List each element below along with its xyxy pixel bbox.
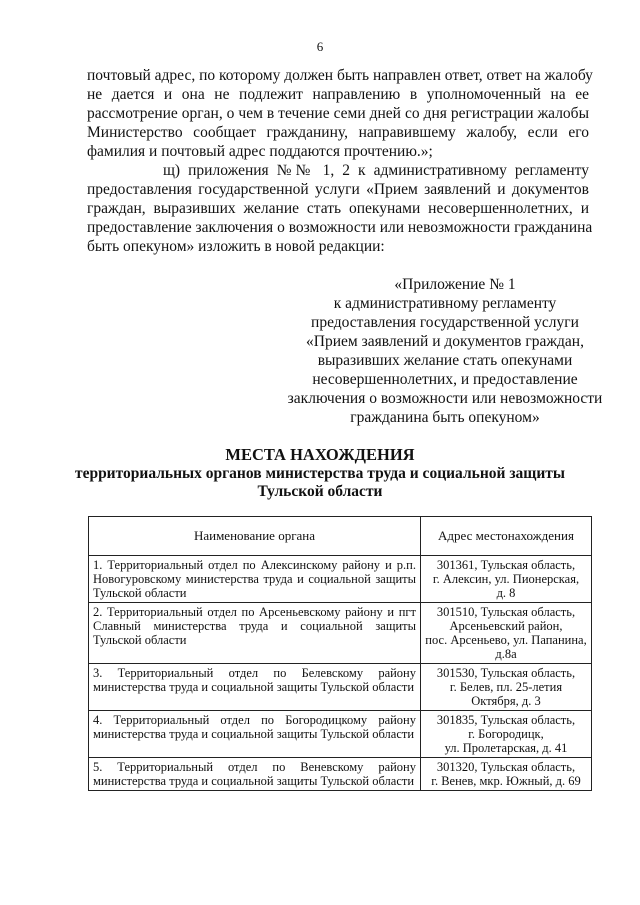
table-row [89,758,592,791]
address-line: г. Алексин, ул. Пионерская, [432,572,580,586]
office-address [421,758,592,791]
top-paragraph [87,66,593,161]
annex-line: выразивших желание стать опекунами [317,352,573,369]
annex-line: несовершеннолетних, и предоставление [312,371,578,388]
office-address [421,603,592,664]
address-line: д. 8 [496,586,516,600]
annex-header [270,275,620,427]
annex-line: «Прием заявлений и документов граждан, [306,333,584,350]
office-name: 4. Территориальный отдел по Богородицкому району министерства труда и социальной защиты Тульской области [89,711,421,758]
page-number: 6 [316,39,324,54]
annex-line: гражданина быть опекуном» [350,409,540,426]
address-line: 301320, Тульская область, [436,760,576,774]
office-address [421,711,592,758]
office-name: 1. Территориальный отдел по Алексинскому району и р.п. Новогуровскому министерства труда и социальной защиты Тульской области [89,556,421,603]
paragraph-line: почтовый адрес, по которому должен быть направлен ответ, ответ на жалобу [87,67,593,84]
table-row [89,711,592,758]
section-title [0,445,640,501]
office-address [421,664,592,711]
annex-line: к административному регламенту [333,295,557,312]
annex-line: «Приложение № 1 [394,276,516,293]
paragraph-line: предоставления государственной услуги «Прием заявлений и документов [87,181,589,198]
address-line: г. Белев, пл. 25-летия [449,680,563,694]
paragraph-line: предоставление заключения о возможности или невозможности гражданина [87,219,593,236]
address-line: 301835, Тульская область, [436,713,576,727]
paragraph-line: рассмотрение орган, о чем в течение семи дней со дня регистрации жалобы [87,105,589,122]
address-line: Октября, д. 3 [471,694,541,708]
offices-table [88,516,592,791]
table-row [89,603,592,664]
address-line: 301510, Тульская область, [436,605,576,619]
table-row [89,664,592,711]
title-line-1: МЕСТА НАХОЖДЕНИЯ [225,445,415,464]
annex-line: предоставления государственной услуги [311,314,579,331]
column-header-name: Наименование органа [89,517,421,556]
paragraph-line: не дается и она не подлежит направлению в уполномоченный на ее [87,86,589,103]
paragraph-line: щ) приложения №№ 1, 2 к административному регламенту [163,162,589,179]
paragraph-line: фамилия и почтовый адрес поддаются прочтению.»; [87,143,433,160]
address-line: д.8а [495,647,517,661]
column-header-address: Адрес местонахождения [421,517,592,556]
amendment-paragraph [87,161,593,256]
address-line: г. Богородицк, [468,727,544,741]
annex-line: заключения о возможности или невозможности [287,390,603,407]
table-header-row [89,517,592,556]
address-line: пос. Арсеньево, ул. Папанина, [425,633,587,647]
paragraph-line: граждан, выразивших желание стать опекунами несовершеннолетних, и [87,200,589,217]
office-name: 2. Территориальный отдел по Арсеньевскому району и пгт Славный министерства труда и социальной защиты Тульской области [89,603,421,664]
table-row [89,556,592,603]
office-name: 3. Территориальный отдел по Белевскому району министерства труда и социальной защиты Тульской области [89,664,421,711]
address-line: Арсеньевский район, [449,619,563,633]
address-line: 301361, Тульская область, [436,558,576,572]
paragraph-line: быть опекуном» изложить в новой редакции: [87,238,385,255]
office-name: 5. Территориальный отдел по Веневскому району министерства труда и социальной защиты Тульской области [89,758,421,791]
title-line-2: территориальных органов министерства труда и социальной защиты [74,465,566,482]
address-line: г. Венев, мкр. Южный, д. 69 [431,774,581,788]
address-line: 301530, Тульская область, [436,666,576,680]
title-line-3: Тульской области [257,483,383,500]
office-address [421,556,592,603]
paragraph-line: Министерство сообщает гражданину, направившему жалобу, если его [87,124,589,141]
address-line: ул. Пролетарская, д. 41 [444,741,568,755]
